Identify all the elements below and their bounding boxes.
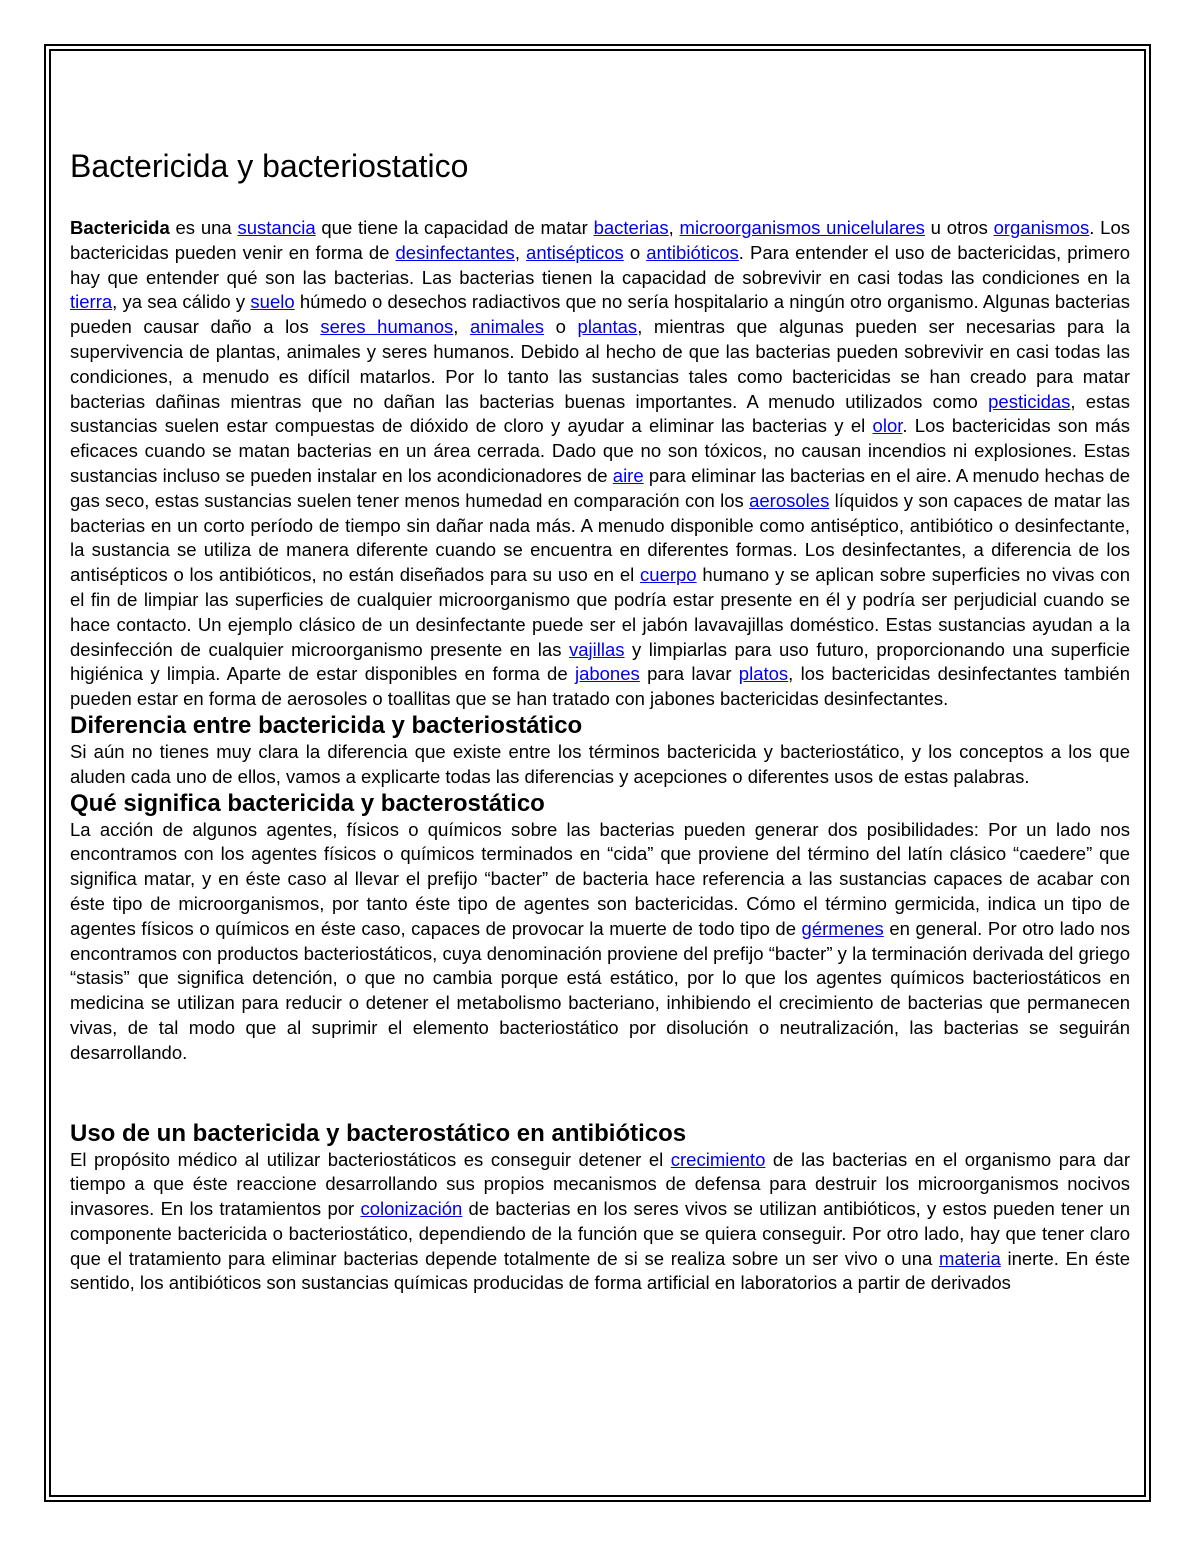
link-platos[interactable]: platos bbox=[738, 663, 789, 685]
text-run: . Para entender el uso de bactericidas, primero hay que entender qué son las bacterias. Las bacterias tienen la capacidad de sobrevivir en casi todas las condiciones en la bbox=[70, 241, 1130, 288]
text-run: , ya sea cálido y bbox=[112, 291, 251, 313]
link-antibióticos[interactable]: antibióticos bbox=[646, 241, 739, 263]
intro-paragraph bbox=[70, 216, 1130, 712]
document-body bbox=[70, 146, 1130, 1296]
text-run: húmedo o desechos radiactivos que no sería hospitalario a ningún otro organismo. Algunas bacterias pueden causar daño a los bbox=[70, 291, 1131, 338]
text-run: . Los bactericidas pueden venir en forma de bbox=[70, 217, 1130, 263]
link-cuerpo[interactable]: cuerpo bbox=[640, 564, 697, 586]
text-run: inerte. En éste sentido, los antibióticos son sustancias químicas producidas de forma artificial en laboratorios a partir de derivados bbox=[70, 1247, 1130, 1294]
text-run: , bbox=[514, 241, 527, 263]
link-microorganismos-unicelulares[interactable]: microorganismos unicelulares bbox=[679, 217, 925, 238]
text-run: es una bbox=[169, 217, 238, 238]
text-run: , bbox=[668, 217, 680, 238]
text-run: de las bacterias en el organismo para dar tiempo a que éste reaccione desarrollando sus propios mecanismos de defensa para destruir los microorganismos nocivos invasores. En los tratamientos por bbox=[70, 1148, 1130, 1220]
text-run: u otros bbox=[924, 217, 994, 238]
text-run: Si aún no tienes muy clara la diferencia que existe entre los términos bactericida y bacteriostático, y los conceptos a los que aluden cada uno de ellos, vamos a explicarte todas las diferencias y acepciones o diferentes usos de estas palabras. bbox=[70, 740, 1130, 787]
link-materia[interactable]: materia bbox=[939, 1247, 1001, 1269]
link-animales[interactable]: animales bbox=[470, 316, 545, 338]
heading-significa: Qué significa bactericida y bacterostático bbox=[70, 789, 545, 817]
link-aerosoles[interactable]: aerosoles bbox=[749, 489, 830, 511]
link-sustancia[interactable]: sustancia bbox=[237, 217, 316, 238]
link-organismos[interactable]: organismos bbox=[993, 217, 1090, 238]
text-run: para lavar bbox=[639, 663, 739, 685]
significa-paragraph bbox=[70, 818, 1130, 1066]
text-run: . Los bactericidas son más eficaces cuando se matan bacterias en un área cerrada. Dado que no son tóxicos, no causan incendios ni explosiones. Estas sustancias incluso se pueden instalar en los acondicionadores de bbox=[70, 415, 1130, 486]
heading-diferencia: Diferencia entre bactericida y bacteriostático bbox=[70, 711, 583, 739]
link-desinfectantes[interactable]: desinfectantes bbox=[395, 241, 515, 263]
link-bacterias[interactable]: bacterias bbox=[593, 217, 669, 238]
text-run: y limpiarlas para uso futuro, proporcionando una superficie higiénica y limpia. Aparte de estar disponibles en forma de bbox=[70, 638, 1130, 685]
text-run: humano y se aplican sobre superficies no vivas con el fin de limpiar las superficies de cualquier microorganismo que podría estar presente en él y podría ser perjudicial cuando se hace contacto. Un ejemplo clásico de un desinfectante puede ser el jabón lavavajillas doméstico. Estas sustancias ayudan a la desinfección de cualquier microorganismo presente en las bbox=[70, 564, 1130, 660]
text-run: o bbox=[623, 241, 647, 263]
link-colonización[interactable]: colonización bbox=[360, 1198, 463, 1220]
text-run: para eliminar las bacterias en el aire. A menudo hechas de gas seco, estas sustancias suelen tener menos humedad en comparación con los bbox=[70, 464, 1131, 511]
diferencia-paragraph bbox=[70, 740, 1130, 790]
text-run: , mientras que algunas pueden ser necesarias para la supervivencia de plantas, animales y seres humanos. Debido al hecho de que las bacterias pueden sobrevivir en casi todas las condiciones, a menudo es difícil matarlos. Por lo tanto las sustancias tales como bactericidas se han creado para matar bacterias dañinas mientras que no dañan las bacterias buenas importantes. A menudo utilizados como bbox=[70, 316, 1130, 412]
link-vajillas[interactable]: vajillas bbox=[568, 638, 625, 660]
link-seres-humanos[interactable]: seres humanos bbox=[320, 316, 454, 338]
text-run: de bacterias en los seres vivos se utilizan antibióticos, y estos pueden tener un componente bactericida o bacteriostático, dependiendo de la función que se quiera conseguir. Por otro lado, hay que tener claro que el tratamiento para eliminar bacterias depende totalmente de si se realiza sobre un ser vivo o una bbox=[70, 1198, 1131, 1269]
link-suelo[interactable]: suelo bbox=[250, 291, 295, 313]
link-pesticidas[interactable]: pesticidas bbox=[988, 390, 1071, 412]
text-run: , los bactericidas desinfectantes también pueden estar en forma de aerosoles o toallitas que se han tratado con jabones bactericidas desinfectantes. bbox=[70, 663, 1130, 710]
text-run: La acción de algunos agentes, físicos o químicos sobre las bacterias pueden generar dos posibilidades: Por un lado nos encontramos con los agentes físicos o químicos terminados en “cida” que proviene del término del latín clásico “caedere” que significa matar, y en éste caso al llevar el prefijo “bacter” de bacteria hace referencia a las sustancias capaces de acabar con éste tipo de microorganismos, por tanto éste tipo de agentes son bactericidas. Cómo el término germicida, indica un tipo de agentes físicos o químicos en éste caso, capaces de provocar la muerte de todo tipo de bbox=[70, 818, 1130, 939]
link-jabones[interactable]: jabones bbox=[574, 663, 640, 685]
document-title: Bactericida y bacteriostatico bbox=[70, 148, 469, 184]
link-aire[interactable]: aire bbox=[612, 464, 644, 486]
link-plantas[interactable]: plantas bbox=[577, 316, 638, 338]
text-run: en general. Por otro lado nos encontramos con productos bacteriostáticos, cuya denominación proviene del prefijo “bacter” y la terminación derivada del griego “stasis” que significa detención, o que no cambia porque está estático, por lo que los agentes químicos bacteriostáticos en medicina se utilizan para reducir o detener el metabolismo bacteriano, inhibiendo el crecimiento de bacterias que permanecen vivas, de tal modo que al suprimir el elemento bacteriostático por disolución o neutralización, las bacterias se seguirán desarrollando. bbox=[70, 917, 1130, 1063]
link-crecimiento[interactable]: crecimiento bbox=[670, 1148, 766, 1170]
link-antisépticos[interactable]: antisépticos bbox=[526, 241, 624, 263]
link-gérmenes[interactable]: gérmenes bbox=[801, 917, 884, 939]
spacer bbox=[70, 1066, 1130, 1120]
link-olor[interactable]: olor bbox=[872, 415, 903, 437]
text-run: , bbox=[453, 316, 470, 338]
uso-paragraph bbox=[70, 1148, 1130, 1297]
text-run: El propósito médico al utilizar bacteriostáticos es conseguir detener el bbox=[70, 1148, 671, 1170]
bold-term: Bactericida bbox=[70, 217, 170, 238]
text-run: , estas sustancias suelen estar compuestas de dióxido de cloro y ayudar a eliminar las bacterias y el bbox=[70, 390, 1131, 437]
text-run: que tiene la capacidad de matar bbox=[315, 217, 594, 238]
text-run: o bbox=[544, 316, 578, 338]
heading-uso: Uso de un bactericida y bacterostático en antibióticos bbox=[70, 1119, 687, 1147]
text-run: líquidos y son capaces de matar las bacterias en un corto período de tiempo sin dañar nada más. A menudo disponible como antiséptico, antibiótico o desinfectante, la sustancia se utiliza de manera diferente cuando se encuentra en diferentes formas. Los desinfectantes, a diferencia de los antisépticos o los antibióticos, no están diseñados para su uso en el bbox=[70, 489, 1130, 586]
link-tierra[interactable]: tierra bbox=[70, 291, 113, 313]
